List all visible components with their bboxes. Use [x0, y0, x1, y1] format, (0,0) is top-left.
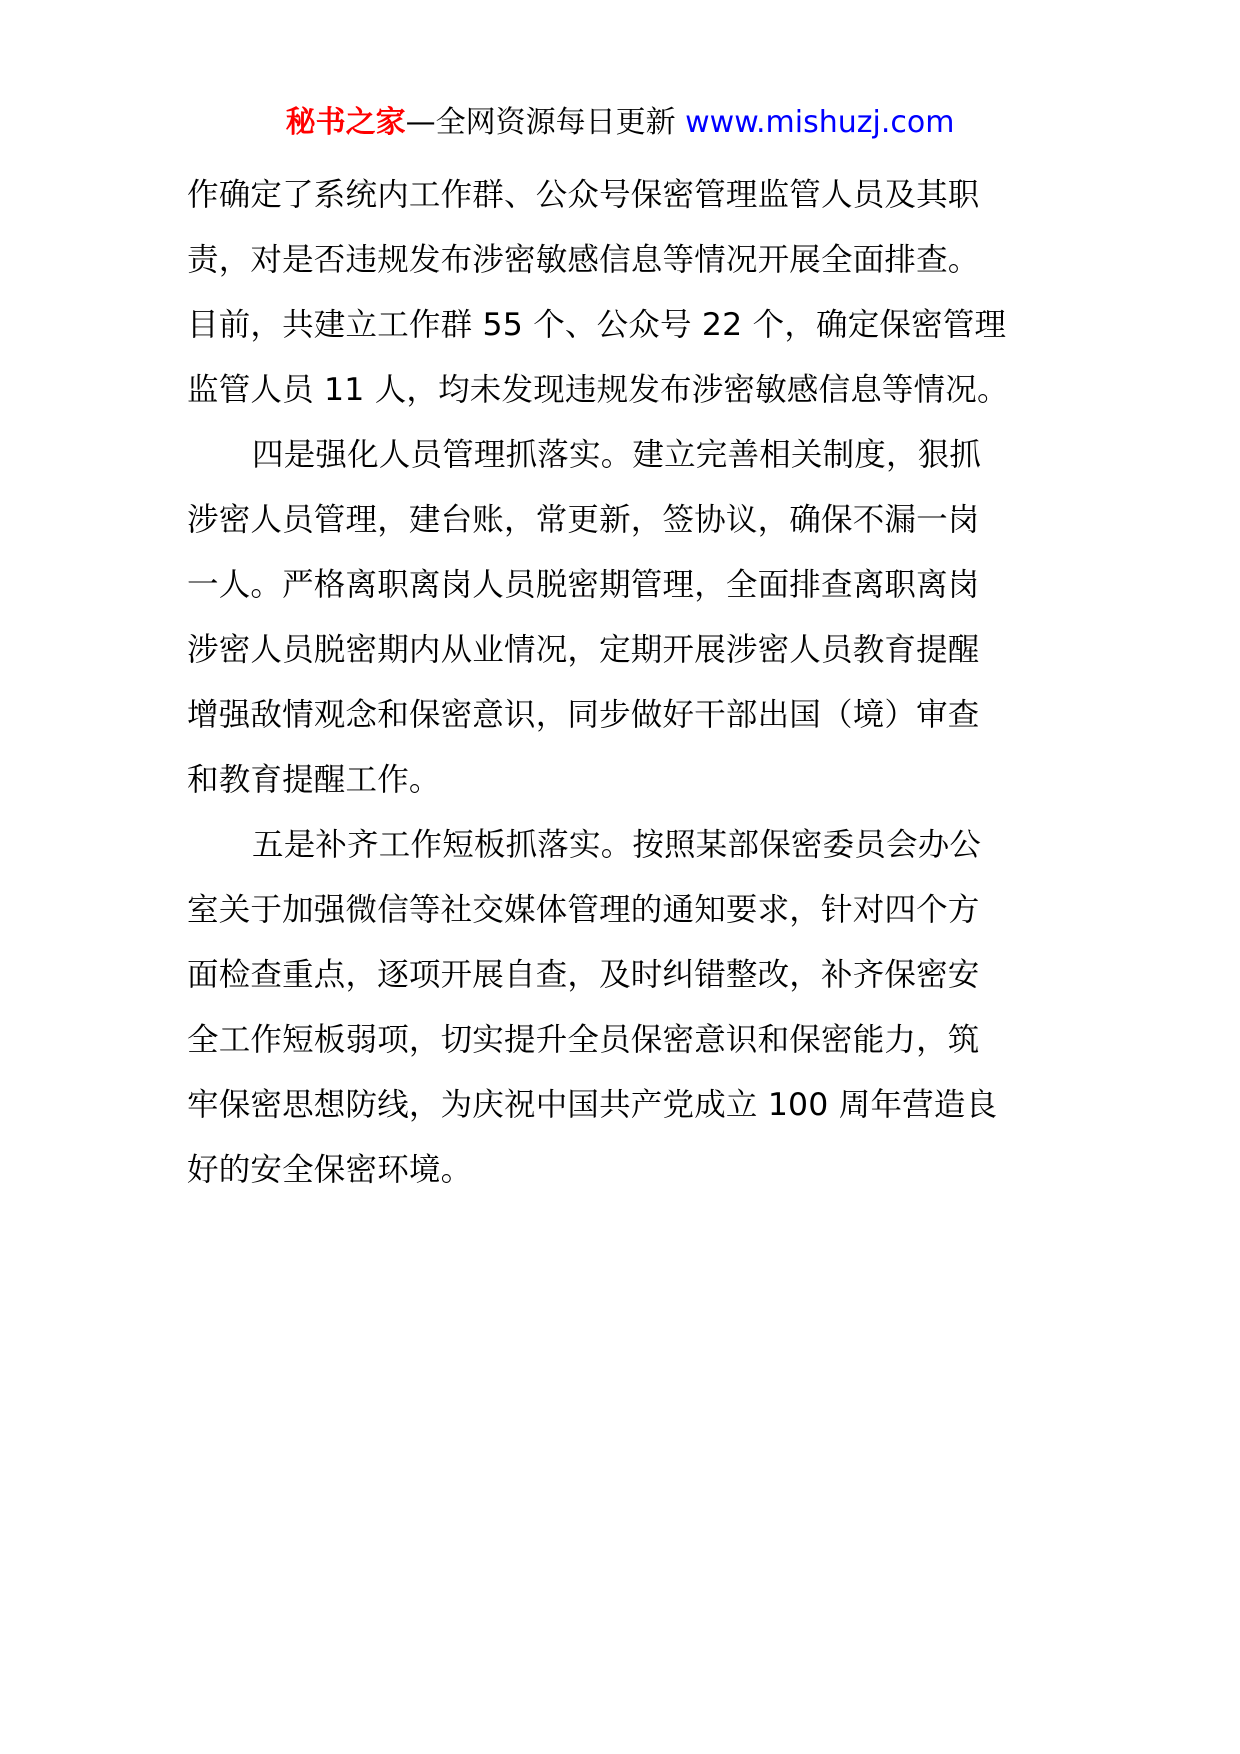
paragraph-start-line: 五是补齐工作短板抓落实。按照某部保密委员会办公: [252, 827, 982, 863]
text-line: 涉密人员脱密期内从业情况，定期开展涉密人员教育提醒: [187, 632, 980, 668]
text-line: 涉密人员管理，建台账，常更新，签协议，确保不漏一岗: [187, 502, 980, 538]
text-line: 一人。严格离职离岗人员脱密期管理，全面排查离职离岗: [187, 567, 980, 603]
document-body: [187, 163, 1055, 1203]
text-line: 和教育提醒工作。: [187, 762, 441, 798]
text-line: 责，对是否违规发布涉密敏感信息等情况开展全面排查。: [187, 242, 980, 278]
text-line: 目前，共建立工作群 55 个、公众号 22 个，确定保密管理: [187, 307, 1007, 343]
text-line: 全工作短板弱项，切实提升全员保密意识和保密能力，筑: [187, 1022, 980, 1058]
header-tagline: —全网资源每日更新: [405, 105, 686, 140]
brand-name: 秘书之家: [285, 105, 406, 140]
header-url[interactable]: www.mishuzj.com: [685, 105, 955, 140]
text-line: 增强敌情观念和保密意识，同步做好干部出国（境）审查: [187, 697, 980, 733]
text-line: 作确定了系统内工作群、公众号保密管理监管人员及其职: [187, 177, 980, 213]
paragraph-start-line: 四是强化人员管理抓落实。建立完善相关制度，狠抓: [252, 437, 982, 473]
text-line: 室关于加强微信等社交媒体管理的通知要求，针对四个方: [187, 892, 980, 928]
text-line: 面检查重点，逐项开展自查，及时纠错整改，补齐保密安: [187, 957, 980, 993]
text-line: 好的安全保密环境。: [187, 1152, 473, 1188]
text-line: 监管人员 11 人，均未发现违规发布涉密敏感信息等情况。: [187, 372, 1009, 408]
text-line: 牢保密思想防线，为庆祝中国共产党成立 100 周年营造良: [187, 1087, 998, 1123]
page-header: [0, 101, 1240, 145]
